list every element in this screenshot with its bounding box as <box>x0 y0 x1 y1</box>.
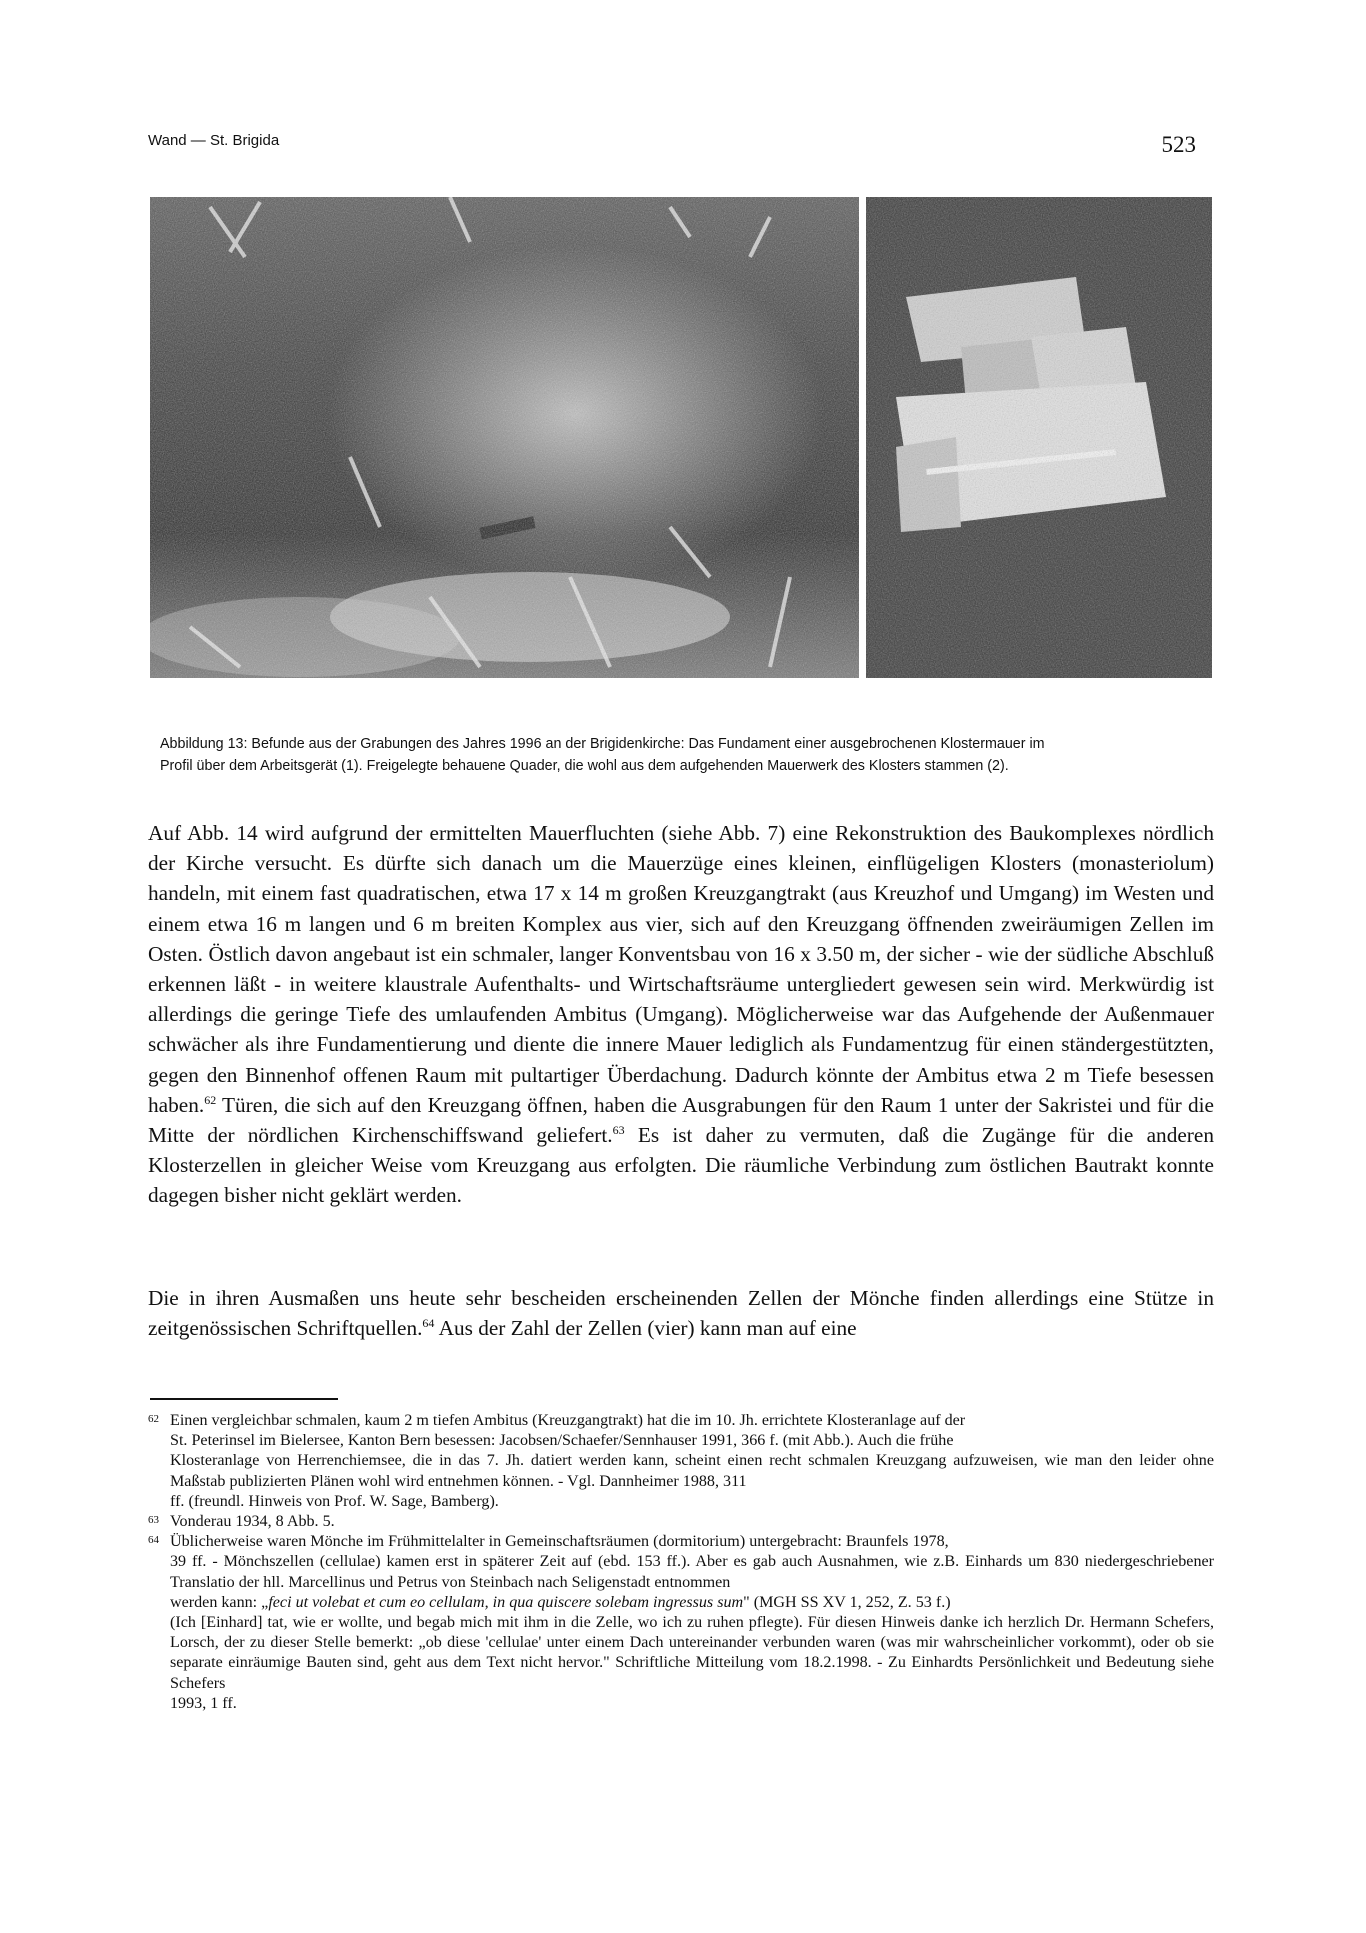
excavation-profile-image <box>150 197 859 678</box>
footnote-divider <box>150 1398 338 1400</box>
paragraph-1-text-b: Türen, die sich auf den Kreuzgang öffnen, haben die Ausgrabungen für den Raum 1 unter der Sakristei und für die Mitte der nördlichen Kirchenschiffswand geliefert. <box>148 1092 1214 1148</box>
footnote-62-line-3: Klosteranlage von Herrenchiemsee, die in das 7. Jh. datiert werden kann, scheint einen recht schmalen Kreuzgang aufzuweisen, wie man den leider ohne Maßstab publizierten Plänen wohl wird entnehmen können. - Vgl. Dannheimer 1988, 311 <box>170 1452 1214 1490</box>
footnote-62 <box>148 1411 1214 1512</box>
footnote-63-text: Vonderau 1934, 8 Abb. 5. <box>170 1513 335 1531</box>
footnote-62-line-1: Einen vergleichbar schmalen, kaum 2 m tiefen Ambitus (Kreuzgangtrakt) hat die im 10. Jh. errichtete Klosteranlage auf der <box>170 1412 966 1429</box>
footnote-64-line-2: 39 ff. - Mönchszellen (cellulae) kamen erst in späterer Zeit auf (ebd. 153 ff.). Aber es gab auch Ausnahmen, wie z.B. Einhards um 830 niedergeschriebener Translatio der hll. Marcellinus und Petrus von Steinbach nach Seligenstadt entnommen <box>170 1553 1214 1591</box>
footnote-62-line-4: ff. (freundl. Hinweis von Prof. W. Sage, Bamberg). <box>170 1492 499 1510</box>
footnote-64-number: 64 <box>148 1534 159 1547</box>
footnote-64-latin-quote: feci ut volebat et cum eo cellulam, in qua quiscere solebam ingressus sum <box>268 1593 744 1611</box>
footnote-ref-64[interactable]: 64 <box>422 1316 435 1331</box>
footnote-62-line-2: St. Peterinsel im Bielersee, Kanton Bern besessen: Jacobsen/Schaefer/Sennhauser 1991, 366 f. (mit Abb.). Auch die frühe <box>170 1432 954 1450</box>
footnote-64 <box>148 1532 1214 1714</box>
paragraph-2-text-b: Aus der Zahl der Zellen (vier) kann man auf eine <box>434 1316 857 1341</box>
footnotes <box>148 1411 1214 1714</box>
footnote-64-line-5: 1993, 1 ff. <box>170 1694 237 1712</box>
running-head: Wand — St. Brigida <box>148 132 280 149</box>
footnote-63-number: 63 <box>148 1514 159 1527</box>
footnote-ref-62[interactable]: 62 <box>204 1092 217 1107</box>
footnote-64-line-3-b: " (MGH SS XV 1, 252, Z. 53 f.) <box>743 1593 951 1611</box>
footnote-64-line-3 <box>170 1593 1214 1613</box>
figure-caption <box>160 733 1210 777</box>
footnote-64-line-1: Üblicherweise waren Mönche im Frühmittelalter in Gemeinschaftsräumen (dormitorium) untergebracht: Braunfels 1978, <box>170 1533 949 1551</box>
paragraph-1-text-c: Es ist daher zu vermuten, daß die Zugänge für die anderen Klosterzellen in gleicher Weise vom Kreuzgang aus erfolgten. Die räumliche Verbindung zum östlichen Bautrakt konnte dagegen bisher nicht geklärt werden. <box>148 1123 1214 1208</box>
paragraph-1-text-a: Auf Abb. 14 wird aufgrund der ermittelten Mauerfluchten (siehe Abb. 7) eine Rekonstruktion des Baukomplexes nördlich der Kirche versucht. Es dürfte sich danach um die Mauerzüge eines kleinen, einflügeligen Klosters (monasteriolum) handeln, mit einem fast quadratischen, etwa 17 x 14 m großen Kreuzgangtrakt (aus Kreuzhof und Umgang) im Westen und einem etwa 16 m langen und 6 m breiten Komplex aus vier, sich auf den Kreuzgang öffnenden zweiräumigen Zellen im Osten. Östlich davon angebaut ist ein schmaler, langer Konventsbau von 16 x 3.50 m, der sicher - wie der südliche Abschluß erkennen läßt - in weitere klaustrale Aufenthalts- und Wirtschaftsräume untergliedert gewesen sein wird. Merkwürdig ist allerdings die geringe Tiefe des umlaufenden Ambitus (Umgang). Möglicherweise war das Aufgehende der Außenmauer schwächer als ihre Fundamentierung und diente die innere Mauer lediglich als Fundamentzug für einen ständergestützten, gegen den Binnenhof offenen Raum mit pultartiger Überdachung. Dadurch könnte der Ambitus etwa 2 m Tiefe besessen haben. <box>148 821 1214 1117</box>
body-paragraph-1 <box>148 818 1214 1211</box>
dressed-stones-photo <box>866 197 1212 678</box>
paragraph-2-text-a: Die in ihren Ausmaßen uns heute sehr bescheiden erscheinenden Zellen der Mönche finden allerdings eine Stütze in zeitgenössischen Schriftquellen. <box>148 1286 1214 1341</box>
page-number: 523 <box>1161 132 1196 157</box>
dressed-stones-image <box>866 197 1212 678</box>
footnote-62-number: 62 <box>148 1413 159 1425</box>
figure-caption-line-2: Profil über dem Arbeitsgerät (1). Freigelegte behauene Quader, die wohl aus dem aufgehenden Mauerwerk des Klosters stammen (2). <box>160 758 1009 774</box>
footnote-ref-63[interactable]: 63 <box>612 1122 625 1137</box>
excavation-profile-photo <box>150 197 859 678</box>
body-paragraph-2 <box>148 1283 1214 1343</box>
figure-caption-line-1: Abbildung 13: Befunde aus der Grabungen des Jahres 1996 an der Brigidenkirche: Das Fundament einer ausgebrochenen Klostermauer im <box>160 736 1045 752</box>
footnote-63 <box>148 1512 1214 1532</box>
footnote-64-line-3-a: werden kann: „ <box>170 1593 269 1611</box>
footnote-64-line-4: (Ich [Einhard] tat, wie er wollte, und begab mich mit ihm in die Zelle, wo ich zu ruhen pflegte). Für diesen Hinweis danke ich herzlich Dr. Hermann Schefers, Lorsch, der zu dieser Stelle bemerkt: „ob diese 'cellulae' unter einem Dach untereinander verbunden waren (was mir wahrscheinlicher vorkommt), oder ob sie separate einräumige Bauten sind, geht aus dem Text nicht hervor." Schriftliche Mitteilung vom 18.2.1998. - Zu Einhardts Persönlichkeit und Bedeutung siehe Schefers <box>170 1614 1214 1692</box>
